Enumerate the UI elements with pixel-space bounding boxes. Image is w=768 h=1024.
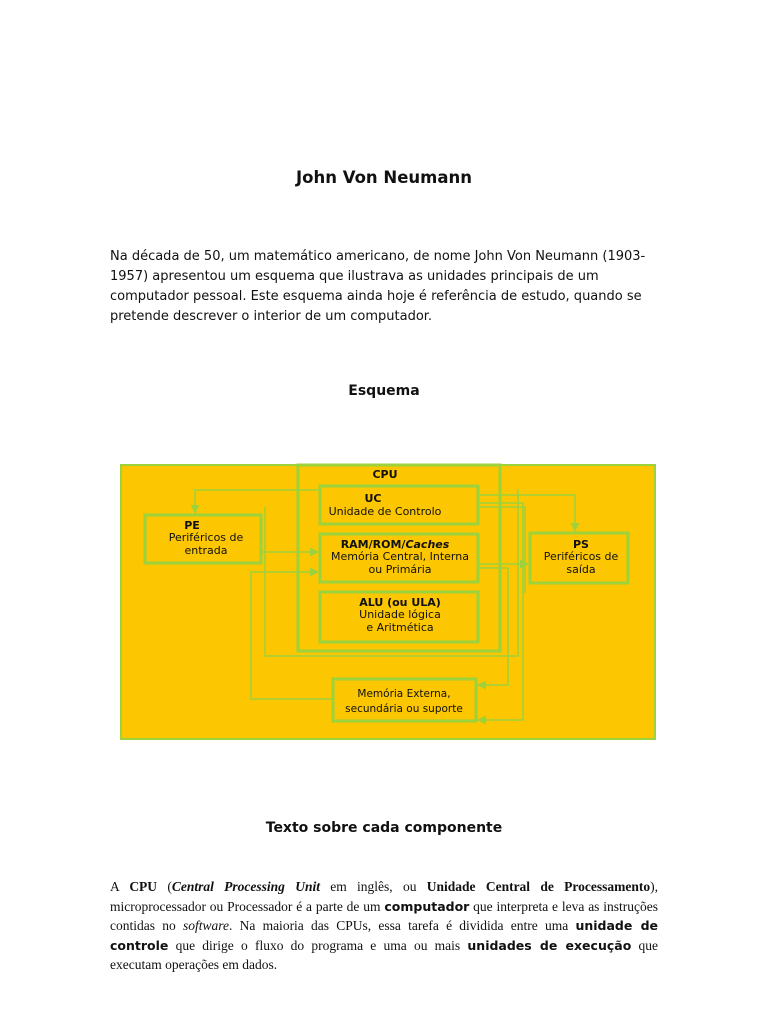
control-unit-term: unidade de controle <box>110 918 658 953</box>
alu-title: ALU (ou ULA) <box>359 596 441 609</box>
text-section-heading: Texto sobre cada componente <box>265 820 503 836</box>
pe-line1: Periféricos de <box>168 531 244 544</box>
von-neumann-diagram <box>120 463 656 741</box>
ucp-term: Unidade Central de Processamento <box>426 879 651 894</box>
intro-paragraph: Na década de 50, um matemático americano, de nome John Von Neumann (1903-1957) apresentou um esquema que ilustrava as unidades principais de um computador pessoal. Este esquema ainda hoje é referência de estudo, quando se pretende descrever o interior de um computador. <box>110 249 646 324</box>
ram-title: RAM/ROM/Caches <box>340 538 450 551</box>
pe-title: PE <box>184 519 200 532</box>
ram-line2: ou Primária <box>368 563 432 576</box>
cpu-full-term: Central Processing Unit <box>171 879 320 894</box>
cpu-term: CPU <box>129 879 158 894</box>
computador-term: computador <box>384 898 470 914</box>
software-term: software <box>182 918 229 933</box>
schema-heading: Esquema <box>348 383 420 399</box>
ps-line2: saída <box>566 563 596 576</box>
ram-line1: Memória Central, Interna <box>331 550 469 563</box>
cpu-label: CPU <box>372 468 398 481</box>
uc-sub: Unidade de Controlo <box>328 505 442 518</box>
mem-line2: secundária ou suporte <box>345 703 463 715</box>
execution-units-term: unidades de execução <box>467 937 632 953</box>
cpu-paragraph: A CPU (Central Processing Unit em inglês, ou Unidade Central de Processamento), microprocessador ou Processador é a parte de um computador que interpreta e leva as instruções contidas no software. Na maioria das CPUs, essa tarefa é dividida entre uma unidade de controle que dirige o fluxo do programa e uma ou mais unidades de execução que executam operações em dados. <box>110 879 659 972</box>
ps-title: PS <box>573 538 589 551</box>
alu-line1: Unidade lógica <box>359 608 441 621</box>
pe-line2: entrada <box>184 544 228 557</box>
mem-line1: Memória Externa, <box>357 688 451 700</box>
page-title: John Von Neumann <box>296 168 472 187</box>
uc-title: UC <box>364 492 382 505</box>
alu-line2: e Aritmética <box>366 621 434 634</box>
ps-line1: Periféricos de <box>543 550 619 563</box>
